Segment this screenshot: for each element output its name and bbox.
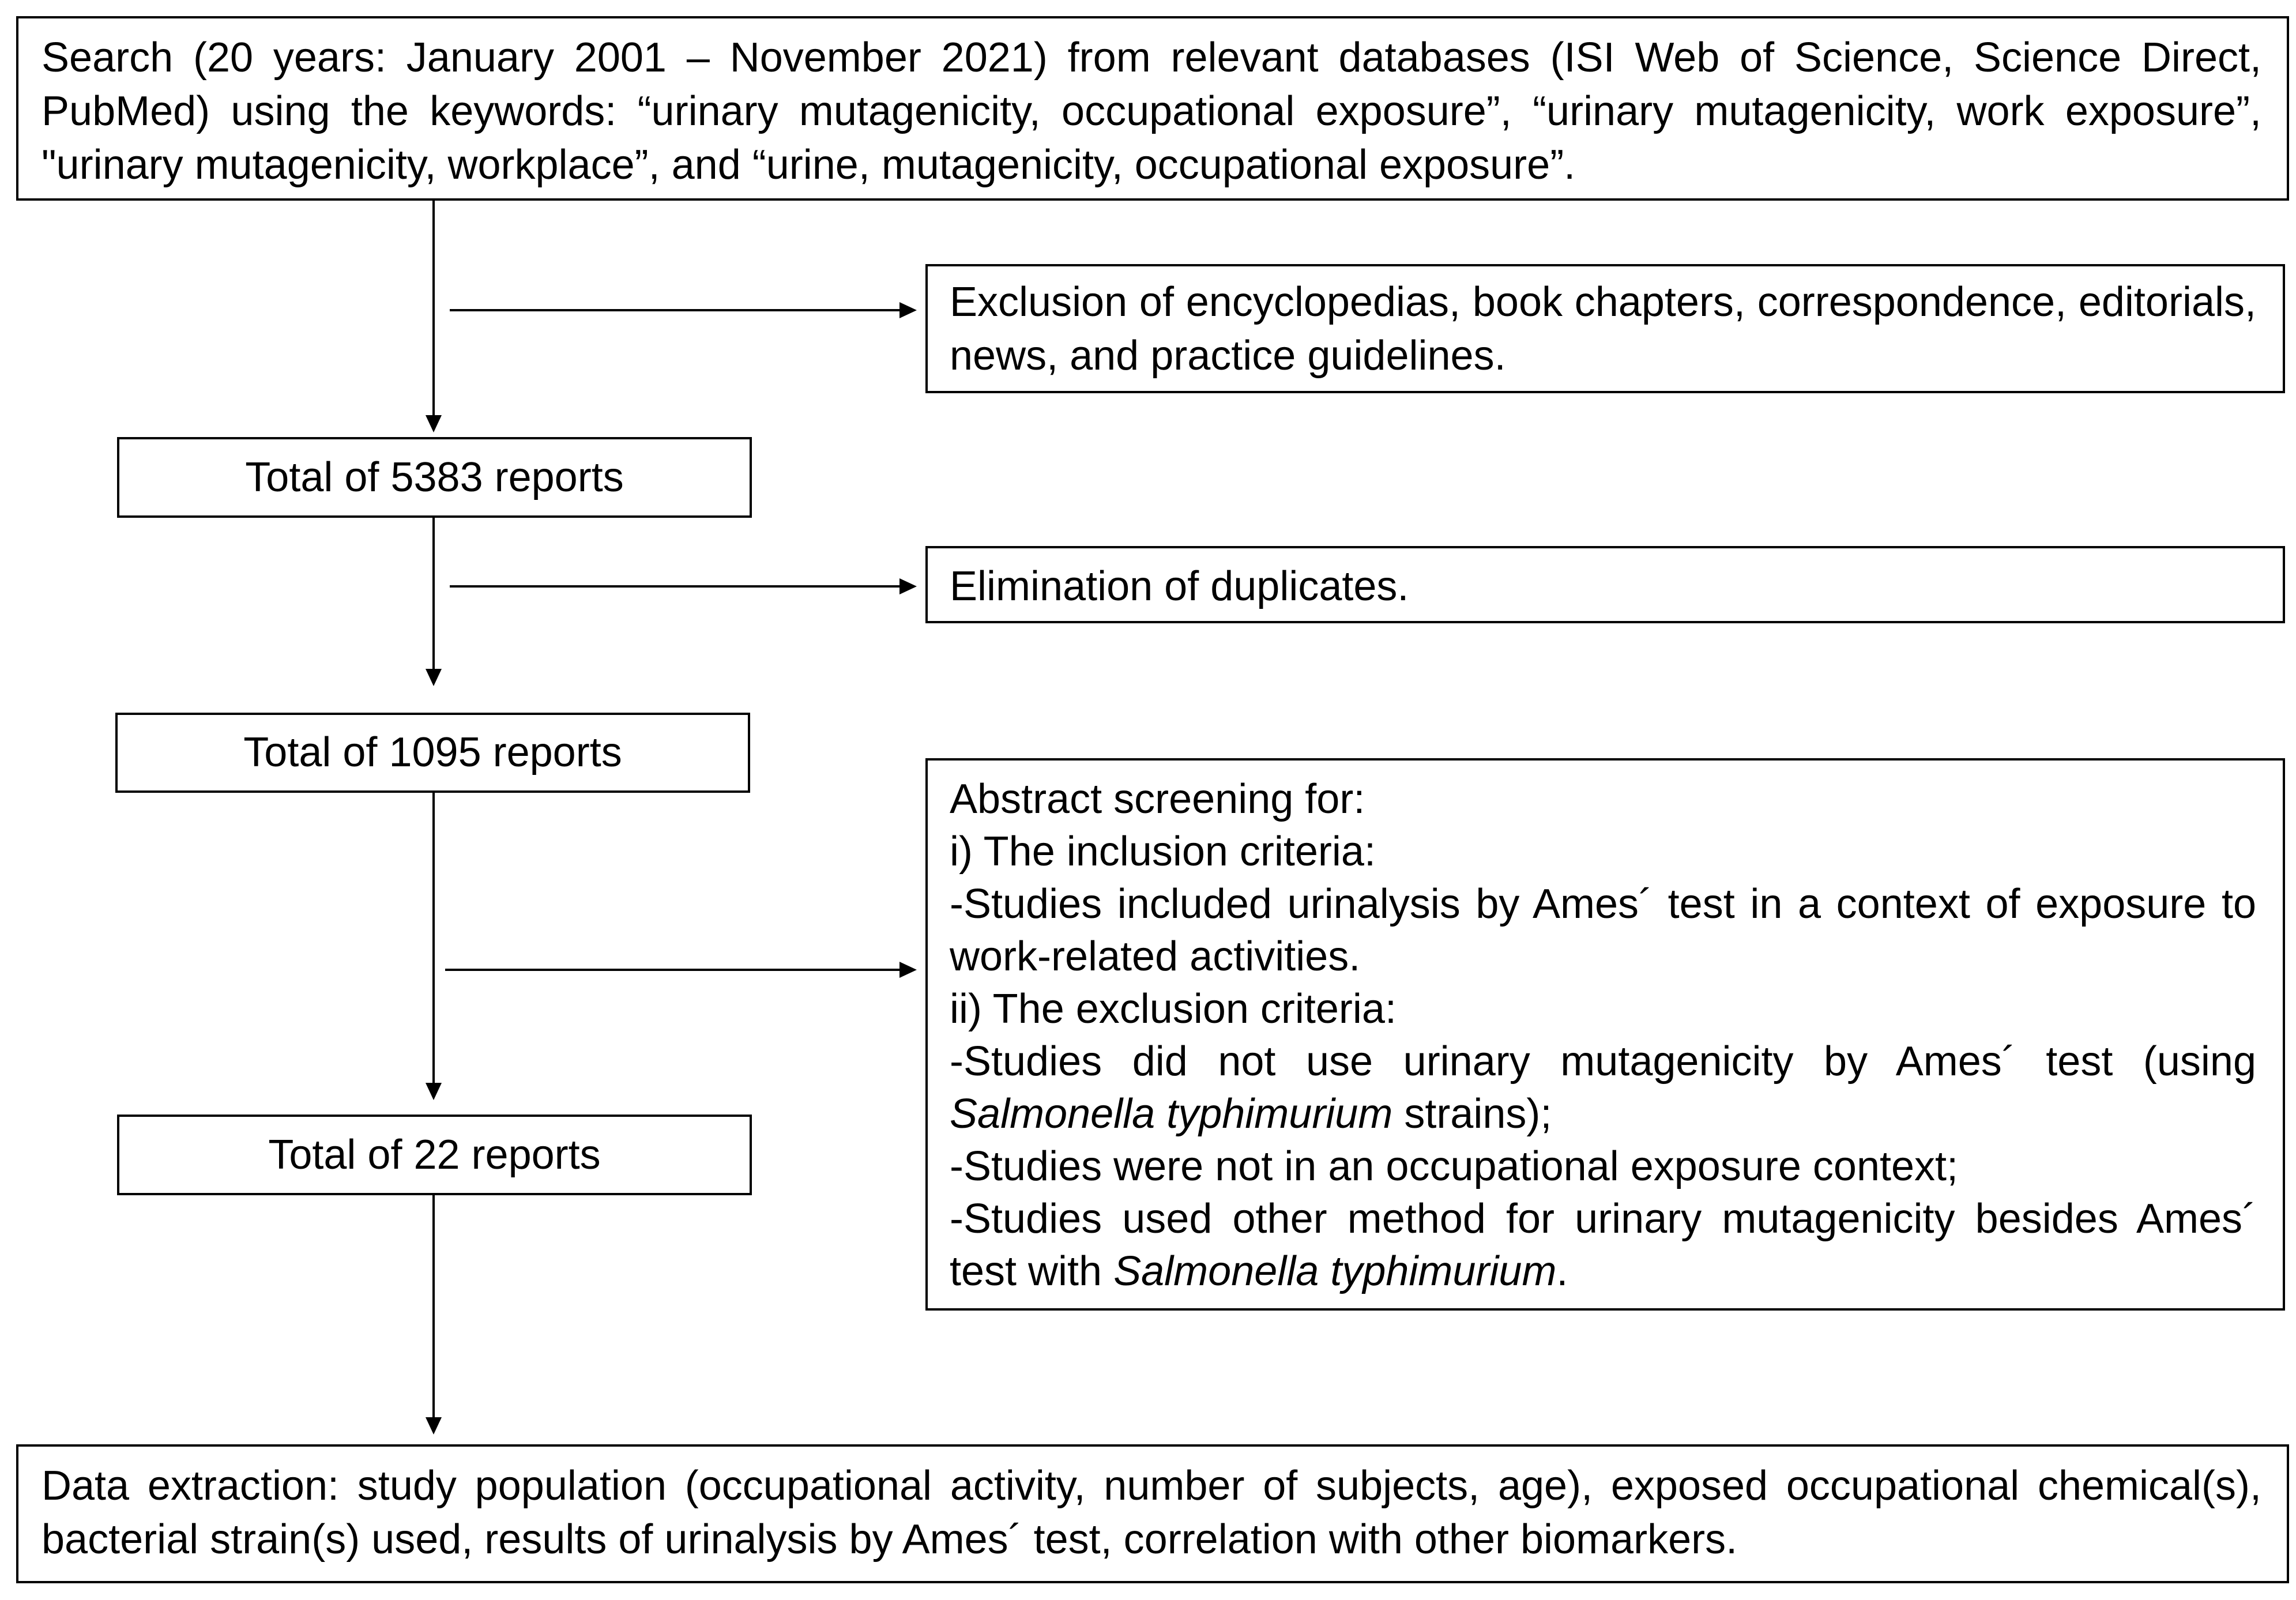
arrowhead-1095 [426, 669, 442, 686]
arrowhead-5383 [426, 415, 442, 432]
exclusion-criterion-1-start: -Studies did not use urinary mutagenicity by Ames´ test (using [950, 1038, 2256, 1085]
search-box [16, 16, 2289, 201]
abstract-screening-box [925, 758, 2285, 1311]
arrowhead-22 [426, 1083, 442, 1100]
arrowhead-data [426, 1417, 442, 1435]
total-1095-text: Total of 1095 reports [243, 729, 622, 775]
duplicates-text: Elimination of duplicates. [950, 563, 1409, 609]
inclusion-criterion-1: -Studies included urinalysis by Ames´ test in a context of exposure to work-related activities. [950, 881, 2256, 980]
exclusion-criterion-3-end: . [1556, 1248, 1568, 1294]
exclusion-criterion-3-species: Salmonella typhimurium [1113, 1248, 1557, 1294]
exclusion-criterion-1-end: strains); [1392, 1091, 1552, 1137]
inclusion-heading: i) The inclusion criteria: [950, 829, 1376, 875]
exclusion-text: Exclusion of encyclopedias, book chapters, correspondence, editorials, news, and practice guidelines. [950, 279, 2256, 379]
exclusion-criterion-1 [950, 1036, 2256, 1140]
exclusion-criterion-3-start: -Studies used other method for urinary mutagenicity besides Ames´ test with [950, 1196, 2256, 1294]
total-5383-box [117, 437, 752, 518]
arrowhead-exclusion [899, 302, 917, 318]
total-1095-box [115, 713, 750, 793]
total-22-box [117, 1115, 752, 1195]
abstract-heading: Abstract screening for: [950, 776, 1365, 822]
arrowhead-duplicates [899, 578, 917, 594]
arrowhead-abstract [899, 962, 917, 978]
total-5383-text: Total of 5383 reports [245, 454, 624, 500]
duplicates-box [925, 546, 2285, 623]
exclusion-criterion-1-species: Salmonella typhimurium [950, 1091, 1393, 1137]
data-extraction-box [16, 1444, 2289, 1583]
data-extraction-text: Data extraction: study population (occupational activity, number of subjects, age), exposed occupational chemical(s), bacterial strain(s) used, results of urinalysis by Ames´ test, correlation with other biomarkers. [42, 1463, 2261, 1563]
exclusion-criterion-2: -Studies were not in an occupational exposure context; [950, 1143, 1959, 1189]
total-22-text: Total of 22 reports [268, 1131, 601, 1178]
exclusion-heading: ii) The exclusion criteria: [950, 986, 1397, 1032]
exclusion-box [925, 264, 2285, 393]
exclusion-criterion-3 [950, 1193, 2256, 1298]
search-text: Search (20 years: January 2001 – November 2021) from relevant databases (ISI Web of Science, Science Direct, PubMed) using the keywords: “urinary mutagenicity, occupational exposure”, “urinary mutagenicity, work exposure”, "urinary mutagenicity, workplace”, and “urine, mutagenicity, occupational exposure”. [42, 35, 2261, 188]
